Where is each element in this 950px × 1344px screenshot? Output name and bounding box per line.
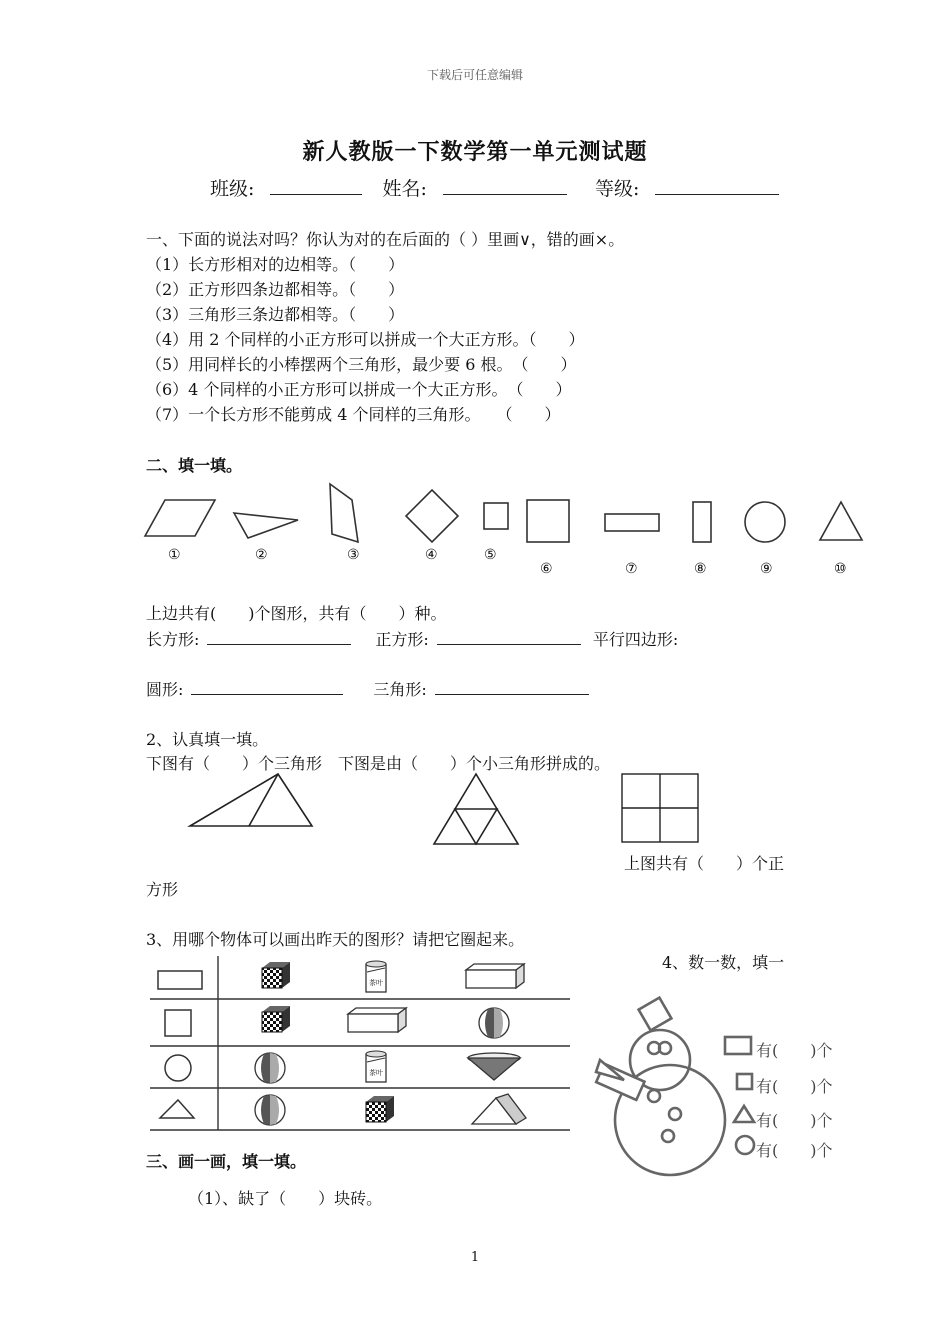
page-number: 1 (470, 1250, 480, 1265)
rect-blank[interactable] (207, 630, 351, 645)
box-prism-icon (466, 964, 524, 988)
circle-label: 圆形: (146, 680, 184, 699)
shape-quad-3 (330, 484, 358, 542)
triangle-figures (0, 772, 950, 852)
tea-label-2: 茶叶 (369, 1069, 383, 1077)
class-label: 班级: (210, 178, 255, 200)
shape-square-5 (484, 503, 508, 529)
student-info-line (210, 174, 779, 201)
section2-heading: 二、填一填。 (146, 456, 243, 475)
shape-diamond-4 (406, 490, 458, 542)
shape-parallelogram-1 (145, 500, 215, 536)
part3-heading: 3、用哪个物体可以画出昨天的图形？请把它圈起来。 (146, 930, 525, 949)
section3-heading: 三、画一画，填一填。 (146, 1152, 307, 1171)
circle-answer-row (146, 677, 589, 700)
part2-line: 下图有（ ）个三角形 下图是由（ ）个小三角形拼成的。 (146, 754, 611, 773)
tea-can-icon (366, 961, 386, 992)
rect-answer-row (146, 627, 678, 650)
square-grid-figure (622, 774, 698, 842)
shape-num-2: ② (255, 547, 268, 563)
grade-label: 等级: (595, 178, 640, 200)
shape-rect-7 (605, 514, 659, 531)
shape-square-6 (527, 500, 569, 542)
square-label: 正方形: (375, 630, 429, 649)
para-label: 平行四边形: (592, 630, 679, 649)
section1-item-7: （7）一个长方形不能剪成 4 个同样的三角形。 （ ） (146, 405, 561, 424)
section1-heading: 一、下面的说法对吗？你认为对的在后面的（ ）里画∨，错的画×。 (146, 230, 625, 249)
shape-num-6: ⑥ (540, 561, 553, 577)
shape-triangle-10 (820, 502, 862, 540)
part2-heading: 2、认真填一填。 (146, 730, 269, 749)
shape-num-10: ⑩ (834, 561, 847, 577)
section3-item-1: （1）、缺了（ ）块砖。 (188, 1189, 383, 1208)
snowman-hat-square (639, 998, 672, 1031)
class-blank[interactable] (270, 176, 362, 195)
shape-circle-9 (745, 502, 785, 542)
big-triangle-figure (190, 774, 312, 826)
name-blank[interactable] (443, 176, 567, 195)
section1-item-5: （5）用同样长的小棒摆两个三角形，最少要 6 根。 （ ） (146, 355, 577, 374)
grade-blank[interactable] (655, 176, 779, 195)
section1-item-1: （1）长方形相对的边相等。（ ） (146, 255, 405, 274)
count-square-row: 有( )个 (756, 1077, 833, 1096)
triangle-blank[interactable] (435, 680, 589, 695)
shape-num-4: ④ (425, 547, 438, 563)
snowman-button-circle (669, 1108, 681, 1120)
name-label: 姓名: (382, 178, 427, 200)
section1-item-4: （4）用 2 个同样的小正方形可以拼成一个大正方形。（ ） (146, 330, 585, 349)
section1-item-6: （6）4 个同样的小正方形可以拼成一个大正方形。 （ ） (146, 380, 572, 399)
shape-num-7: ⑦ (625, 561, 638, 577)
shape-num-3: ③ (347, 547, 360, 563)
rect-outline-icon (158, 971, 202, 989)
rubiks-cube-icon (262, 962, 290, 988)
count-rect-icon (725, 1037, 751, 1054)
snowman-button-circle (662, 1130, 674, 1142)
part4-heading: 4、数一数，填一 (662, 953, 785, 972)
count-triangle-row: 有( )个 (756, 1111, 833, 1130)
shape-count-line: 上边共有( )个图形，共有（ ）种。 (146, 604, 447, 623)
squares-count-line-2: 方形 (146, 880, 179, 899)
circle-blank[interactable] (191, 680, 343, 695)
shape-num-8: ⑧ (694, 561, 707, 577)
count-rect-row: 有( )个 (756, 1041, 833, 1060)
rect-label: 长方形: (146, 630, 200, 649)
section1-item-2: （2）正方形四条边都相等。（ ） (146, 280, 405, 299)
shapes-row (0, 478, 950, 588)
squares-count-line: 上图共有（ ）个正 (624, 854, 785, 873)
square-blank[interactable] (437, 630, 581, 645)
shape-triangle-2 (234, 513, 298, 538)
shape-rect-8 (693, 502, 711, 542)
count-circle-icon (736, 1136, 754, 1154)
page-title: 新人教版一下数学第一单元测试题 (302, 139, 648, 165)
shape-num-1: ① (168, 547, 181, 563)
count-triangle-icon (734, 1106, 754, 1122)
snowman-button-circle (648, 1090, 660, 1102)
triangle-label: 三角形: (373, 680, 427, 699)
shape-num-5: ⑤ (484, 547, 497, 563)
count-square-icon (737, 1074, 752, 1089)
section1-item-3: （3）三角形三条边都相等。（ ） (146, 305, 405, 324)
tea-label: 茶叶 (369, 979, 383, 987)
page-header: 下载后可任意编辑 (426, 68, 523, 82)
shape-num-9: ⑨ (760, 561, 773, 577)
count-circle-row: 有( )个 (756, 1141, 833, 1160)
